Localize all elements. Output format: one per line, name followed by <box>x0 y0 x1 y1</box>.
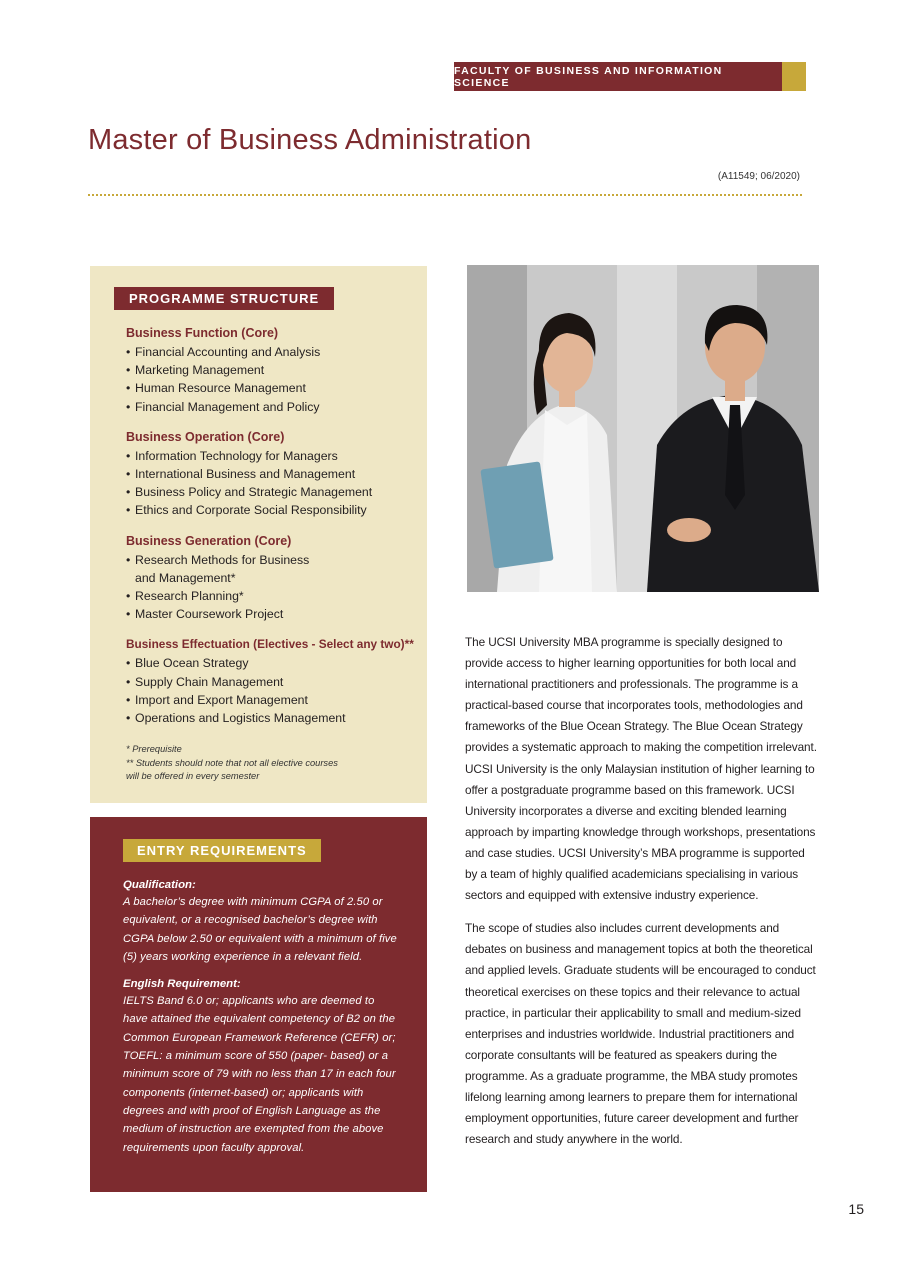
list-item: • Research Planning* <box>126 587 427 605</box>
course-list-business-generation <box>126 551 427 624</box>
list-item: • Research Methods for Business <box>126 551 427 569</box>
qualification-label: Qualification: <box>123 879 196 891</box>
faculty-banner-accent <box>782 62 806 91</box>
list-item: • Supply Chain Management <box>126 673 427 691</box>
group-title-business-function: Business Function (Core) <box>126 326 279 340</box>
group-title-business-operation: Business Operation (Core) <box>126 429 285 444</box>
course-list-business-effectuation <box>126 654 427 727</box>
faculty-banner: FACULTY OF BUSINESS AND INFORMATION SCIENCE <box>454 62 782 91</box>
list-item: • International Business and Management <box>126 465 427 483</box>
group-title-business-generation: Business Generation (Core) <box>126 533 292 548</box>
group-title-business-effectuation: Business Effectuation (Electives - Select any two)** <box>126 637 414 652</box>
qualification-text: A bachelor’s degree with minimum CGPA of 2.50 or equivalent, or a recognised bachelor’s degree with CGPA below 2.50 or equivalent with a minimum of five (5) years working experience in a relevant field. <box>123 896 397 963</box>
list-item: • Human Resource Management <box>126 379 427 397</box>
footnote-electives: ** Students should note that not all elective courses <box>126 757 338 768</box>
programme-description <box>465 632 817 1162</box>
course-list-business-function <box>126 343 427 416</box>
footnote-prerequisite: * Prerequisite <box>126 744 182 755</box>
course-list-business-operation <box>126 447 427 520</box>
business-people-photo <box>467 265 819 592</box>
english-requirement-label: English Requirement: <box>123 978 241 991</box>
entry-requirements-heading: ENTRY REQUIREMENTS <box>123 839 321 862</box>
description-paragraph-2: The scope of studies also includes current developments and debates on business and management topics at both the theoretical and applied levels. Graduate students will be encouraged to conduct theoretical exercises on these topics and their relevance to actual practice, in particular their applicability to small and medium-sized enterprises and industries worldwide. Industrial practitioners and corporate consultants will be featured as speakers during the programme. As a graduate programme, the MBA study promotes lifelong learning among learners to prepare them for international employment opportunities, future career development and further research and study anywhere in the world. <box>465 921 816 1147</box>
programme-code: (A11549; 06/2020) <box>717 171 800 182</box>
list-item: • Marketing Management <box>126 361 427 379</box>
list-item: • Information Technology for Managers <box>126 447 427 465</box>
list-item: • Blue Ocean Strategy <box>126 654 427 672</box>
description-paragraph-1: The UCSI University MBA programme is specially designed to provide access to higher learning opportunities for both local and international practitioners and professionals. The programme is a practical-based course that incorporates tools, methodologies and frameworks of the Blue Ocean Strategy. The Blue Ocean Strategy provides a systematic approach to making the competition irrelevant. UCSI University is the only Malaysian institution of higher learning to offer a postgraduate programme based on this framework. UCSI University incorporates a diverse and exciting blended learning approach by imparting knowledge through workshops, presentations and case studies. UCSI University’s MBA programme is supported by a team of highly qualified academicians specialising in various sectors and equipped with extensive industry experience. <box>465 635 817 903</box>
list-item: and Management* <box>135 570 236 585</box>
list-item: • Financial Accounting and Analysis <box>126 343 427 361</box>
page-title: Master of Business Administration <box>88 124 532 156</box>
list-item: • Import and Export Management <box>126 691 427 709</box>
photo-illustration <box>467 265 819 592</box>
footnote-electives-cont: will be offered in every semester <box>126 771 260 782</box>
page-number: 15 <box>848 1201 864 1217</box>
dotted-divider <box>88 194 802 196</box>
list-item: • Financial Management and Policy <box>126 398 427 416</box>
entry-requirements-box <box>90 817 427 1192</box>
list-item: • Ethics and Corporate Social Responsibility <box>126 501 427 519</box>
list-item: • Operations and Logistics Management <box>126 709 427 727</box>
list-item: • Business Policy and Strategic Management <box>126 483 427 501</box>
programme-structure-heading: PROGRAMME STRUCTURE <box>114 287 334 310</box>
list-item: • Master Coursework Project <box>126 605 427 623</box>
programme-structure-box <box>90 266 427 803</box>
english-requirement-text: IELTS Band 6.0 or; applicants who are deemed to have attained the equivalent competency of B2 on the Common European Framework Reference (CEFR) or; TOEFL: a minimum score of 550 (paper- based) or a minimum score of 79 with no less than 17 in each four components (internet-based) or; applicants with degrees and with proof of English Language as the medium of instruction are exempted from the above requirements upon faculty approval. <box>123 995 396 1154</box>
footnotes <box>126 743 427 784</box>
